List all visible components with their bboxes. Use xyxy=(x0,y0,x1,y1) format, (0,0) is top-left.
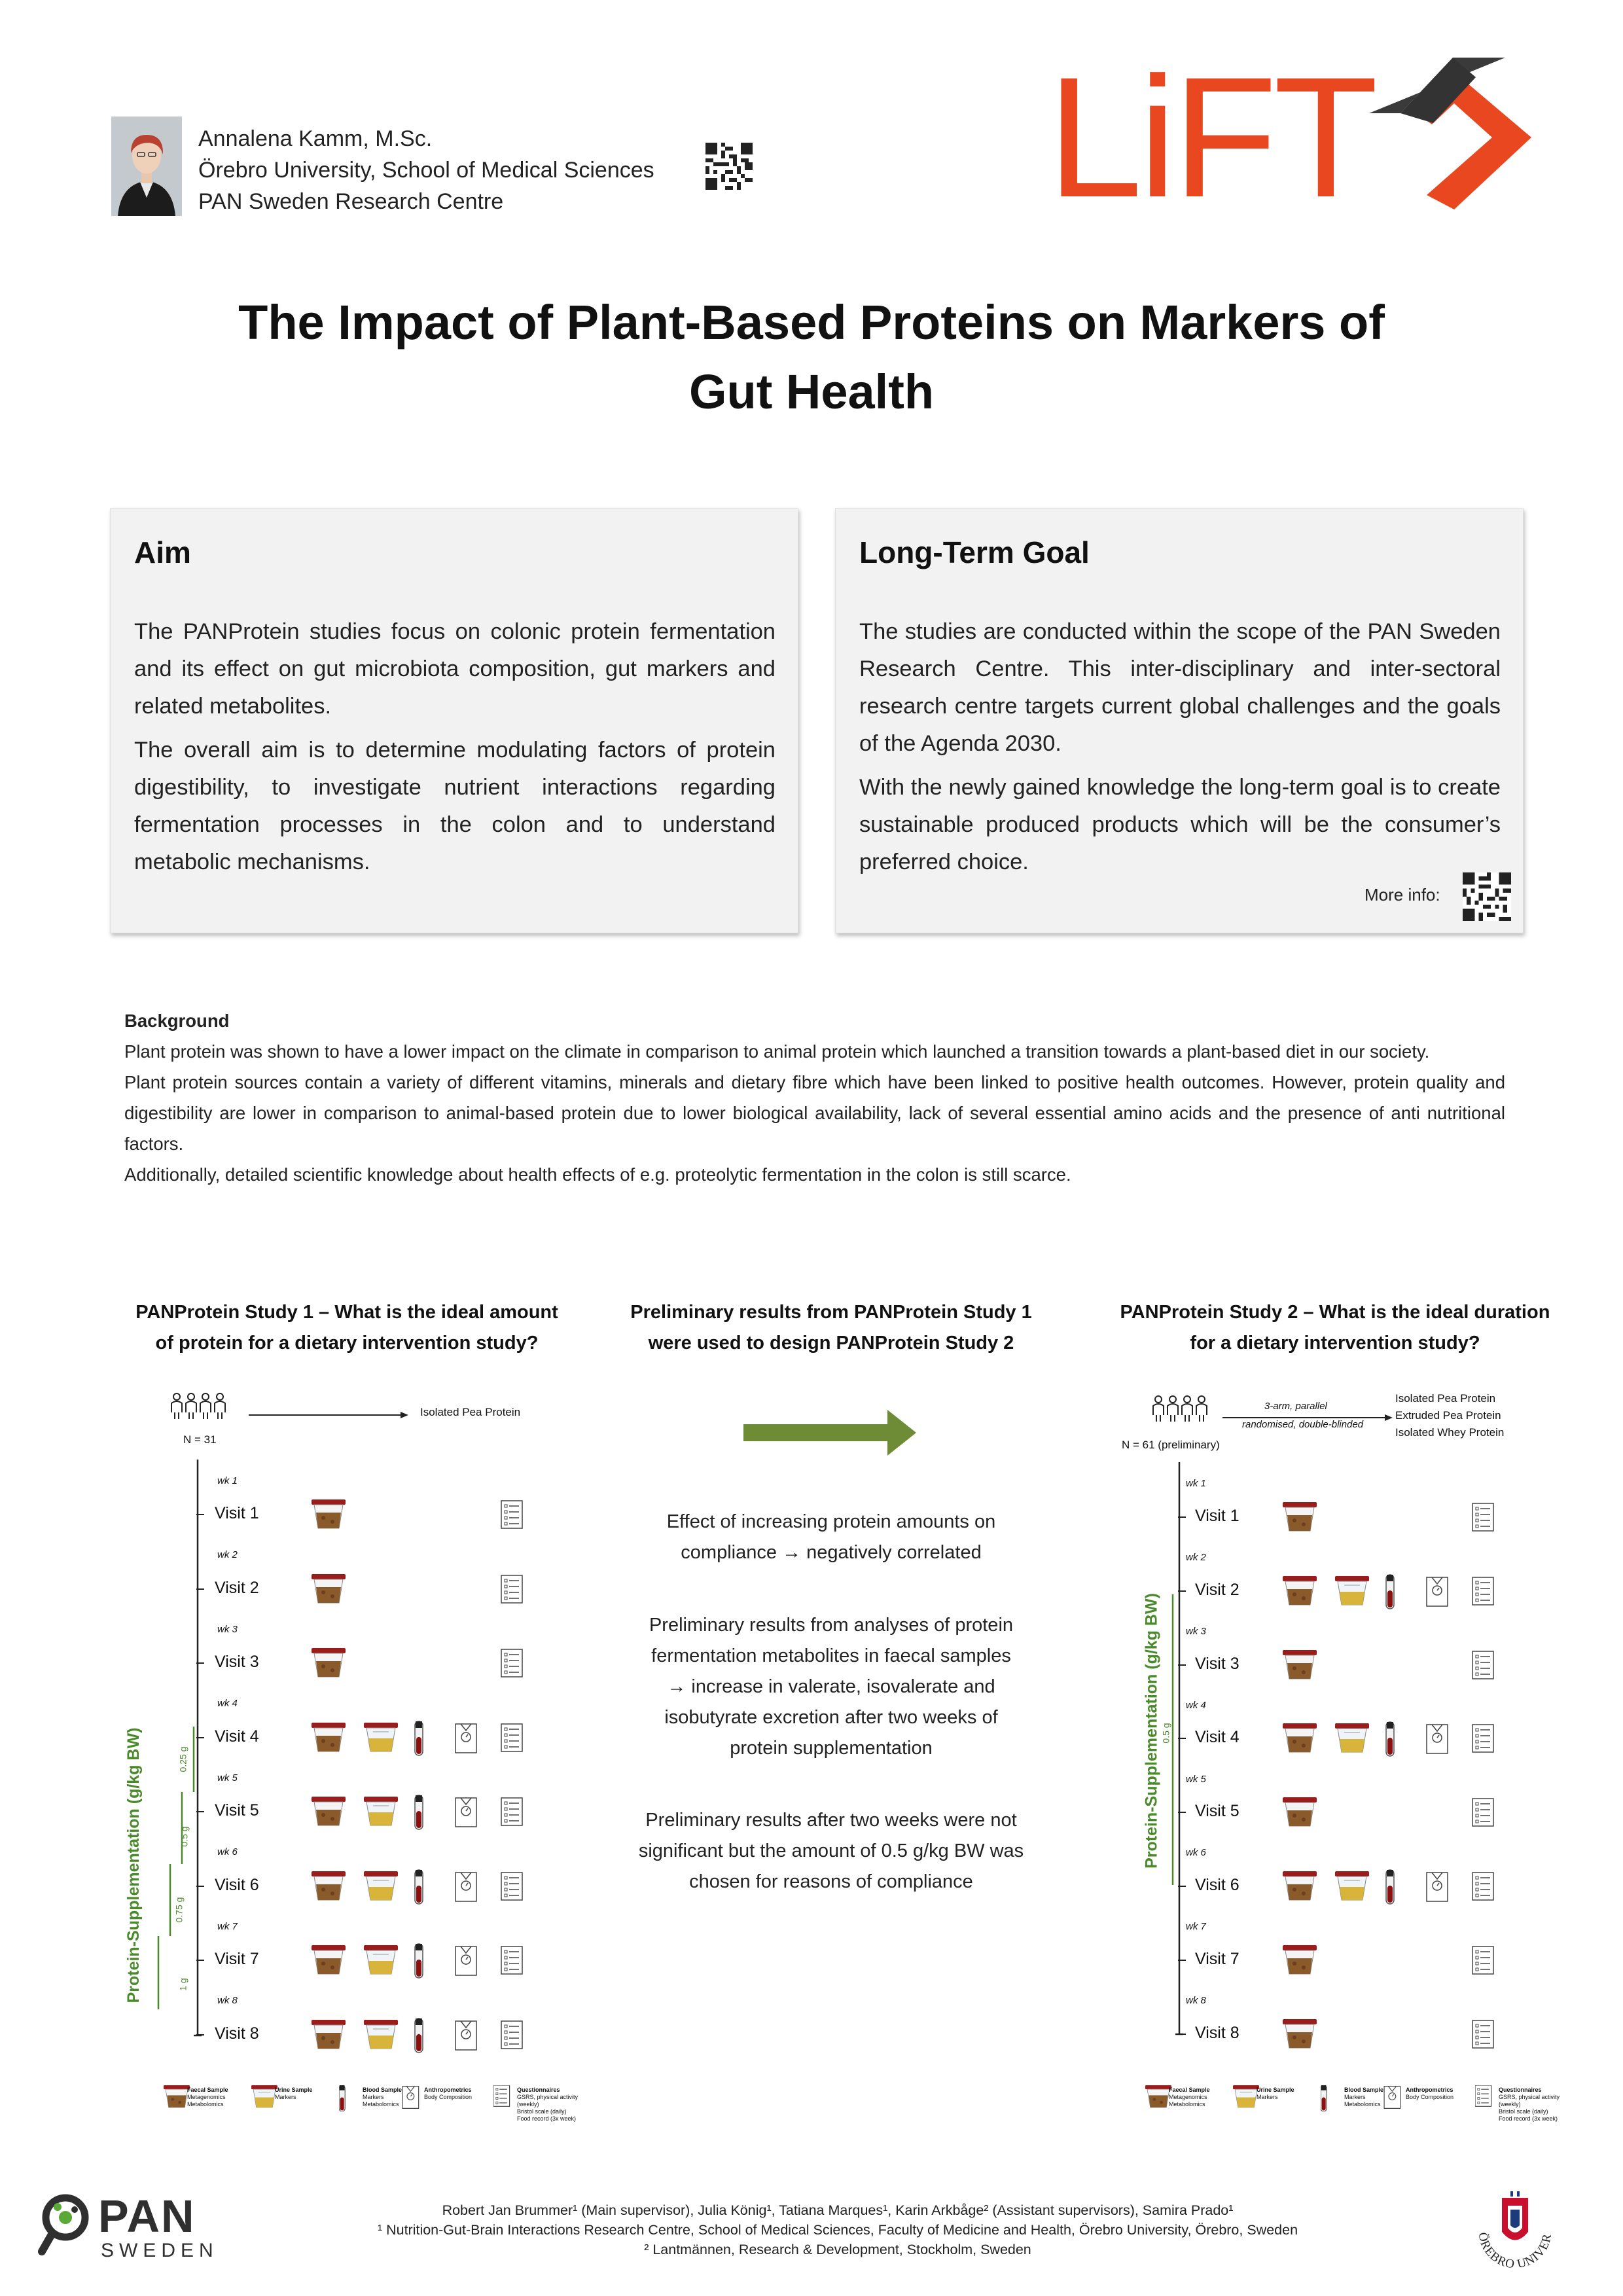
legend-line: Markers xyxy=(1257,2094,1278,2100)
study2-legend xyxy=(1145,2085,1577,2125)
goal-paragraph-1: The studies are conducted within the scope of the PAN Sweden Research Centre. This inter-disciplinary and inter-sectoral research centre targets current global challenges and the goals of the Agenda 2030. xyxy=(859,619,1501,756)
faecal-legend-text xyxy=(187,2087,228,2108)
anthro-legend-icon xyxy=(1382,2085,1408,2111)
author-name: Annalena Kamm, M.Sc. xyxy=(198,126,433,151)
visit-samples xyxy=(312,1943,547,1982)
visit-label: Visit 4 xyxy=(1195,1728,1240,1747)
faecal-sample-icon xyxy=(312,2020,346,2049)
author-affiliation: Örebro University, School of Medical Sciences xyxy=(198,158,654,183)
visit-samples xyxy=(312,1869,547,1908)
footer-credits xyxy=(223,2200,1453,2259)
urine-legend-icon xyxy=(1233,2085,1259,2111)
pan-logo-text: PAN xyxy=(98,2191,196,2242)
visit-samples xyxy=(312,1720,547,1759)
aim-paragraph-2: The overall aim is to determine modulating factors of protein digestibility, to investigate nutrient interactions regarding fermentation processes in the colon and to understand metabolic mechanisms. xyxy=(134,738,776,874)
urine-legend-icon xyxy=(251,2085,277,2111)
visit-samples xyxy=(312,1794,547,1833)
result-2 xyxy=(609,1610,1054,1764)
goal-box xyxy=(835,508,1524,933)
timeline-tick xyxy=(196,1886,204,1887)
visit-label: Visit 3 xyxy=(1195,1654,1240,1673)
timeline-tick xyxy=(196,1960,204,1961)
faecal-sample-icon xyxy=(312,1945,346,1974)
page-title xyxy=(131,288,1492,427)
week-label: wk 1 xyxy=(1186,1478,1206,1490)
legend-line: Metabolomics xyxy=(1344,2101,1381,2108)
urine-sample-icon xyxy=(364,1871,398,1900)
week-label: wk 6 xyxy=(217,1846,238,1858)
anthro-legend-text xyxy=(424,2087,472,2101)
study1-axis-label: Protein-Supplementation (g/kg BW) xyxy=(124,1727,143,2003)
visit-samples xyxy=(1283,1573,1518,1613)
legend-line: Bristol scale (daily) xyxy=(1499,2108,1548,2115)
aim-box xyxy=(110,508,798,933)
result-3-line1: Preliminary results after two weeks were not xyxy=(645,1810,1017,1831)
legend-line: Blood Sample xyxy=(363,2087,402,2093)
week-label: wk 6 xyxy=(1186,1847,1206,1859)
middle-heading-line1: Preliminary results from PANProtein Study 1 xyxy=(630,1302,1032,1323)
study2-heading-line1: PANProtein Study 2 – What is the ideal duration xyxy=(1120,1302,1550,1323)
quest-legend-icon xyxy=(1475,2085,1501,2111)
quest-sample-icon xyxy=(501,1946,522,1974)
study2-arms xyxy=(1395,1390,1504,1441)
visit-samples xyxy=(1283,1795,1518,1834)
faecal-sample-icon xyxy=(1283,1576,1317,1605)
legend-line: Bristol scale (daily) xyxy=(517,2108,567,2115)
faecal-sample-icon xyxy=(312,1648,346,1677)
title-line-2: Gut Health xyxy=(688,365,935,419)
visit-label: Visit 3 xyxy=(215,1653,259,1671)
faecal-sample-icon xyxy=(312,1574,346,1603)
faecal-sample-icon xyxy=(1283,1723,1317,1752)
study2-arm-1: Isolated Pea Protein xyxy=(1395,1392,1496,1405)
study2-design-1: 3-arm, parallel xyxy=(1264,1401,1327,1412)
study1-timeline xyxy=(124,1381,602,2114)
quest-sample-icon xyxy=(1472,1873,1493,1900)
blood-legend-icon xyxy=(339,2085,365,2111)
visit-label: Visit 5 xyxy=(215,1801,259,1820)
urine-sample-icon xyxy=(1335,1871,1369,1900)
study2-arm-2: Extruded Pea Protein xyxy=(1395,1409,1501,1422)
visit-label: Visit 7 xyxy=(215,1950,259,1968)
blood-legend-text xyxy=(1344,2087,1383,2108)
goal-text xyxy=(859,613,1501,888)
study2-n-label: N = 61 (preliminary) xyxy=(1122,1439,1220,1451)
visit-label: Visit 5 xyxy=(1195,1802,1240,1821)
study2-heading-line2: for a dietary intervention study? xyxy=(1190,1333,1480,1354)
timeline-tick xyxy=(1178,1590,1186,1592)
footer-line-3: ² Lantmännen, Research & Development, Stockholm, Sweden xyxy=(644,2242,1031,2257)
visit-samples xyxy=(1283,2017,1518,2056)
quest-sample-icon xyxy=(501,1724,522,1751)
legend-line: Metabolomics xyxy=(363,2101,399,2108)
week-label: wk 4 xyxy=(1186,1699,1206,1711)
blood-sample-icon xyxy=(1386,1722,1394,1756)
timeline-tick xyxy=(1178,2034,1186,2035)
timeline-tick xyxy=(196,1737,204,1738)
blood-sample-icon xyxy=(1386,1870,1394,1904)
legend-line: GSRS, physical activity (weekly) xyxy=(517,2094,579,2108)
week-label: wk 1 xyxy=(217,1475,238,1486)
legend-line: Markers xyxy=(1344,2094,1366,2100)
study1-legend xyxy=(164,2085,596,2125)
urine-sample-icon xyxy=(364,1723,398,1751)
legend-line: Metagenomics xyxy=(1169,2094,1207,2100)
legend-line: Urine Sample xyxy=(1257,2087,1294,2093)
timeline-tick xyxy=(1178,1664,1186,1666)
timeline-tick xyxy=(1178,1516,1186,1518)
week-label: wk 4 xyxy=(217,1698,238,1710)
middle-heading xyxy=(582,1297,1080,1359)
blood-sample-icon xyxy=(415,1795,423,1829)
quest-sample-icon xyxy=(1472,1577,1493,1605)
study1-dose-4: 1 g xyxy=(177,1978,188,1991)
background-heading: Background xyxy=(124,1011,230,1031)
visit-samples xyxy=(1283,1647,1518,1687)
quest-sample-icon xyxy=(1472,1725,1493,1752)
quest-sample-icon xyxy=(501,1873,522,1900)
blood-sample-icon xyxy=(415,1944,423,1978)
legend-line: Metagenomics xyxy=(187,2094,226,2100)
result-3-line2: significant but the amount of 0.5 g/kg BW was xyxy=(638,1840,1024,1861)
legend-line: Anthropometrics xyxy=(424,2087,472,2093)
visit-samples xyxy=(312,1571,547,1611)
visit-label: Visit 1 xyxy=(215,1504,259,1522)
anthro-sample-icon xyxy=(455,1724,476,1753)
goal-paragraph-2: With the newly gained knowledge the long-term goal is to create sustainable produced products which will be the consumer’s preferred choice. xyxy=(859,775,1501,874)
footer-line-2: ¹ Nutrition-Gut-Brain Interactions Research Centre, School of Medical Sciences, Faculty of Medicine and Health, Örebro University, Örebro, Sweden xyxy=(377,2222,1298,2238)
result-3 xyxy=(609,1805,1054,1897)
study2-timeline xyxy=(1113,1381,1584,2114)
faecal-sample-icon xyxy=(1283,1871,1317,1900)
visit-label: Visit 2 xyxy=(215,1578,259,1597)
quest-sample-icon xyxy=(501,1575,522,1603)
study1-heading-line1: PANProtein Study 1 – What is the ideal amount xyxy=(135,1302,558,1323)
week-label: wk 8 xyxy=(217,1995,238,2007)
background-paragraph-3: Additionally, detailed scientific knowledge about health effects of e.g. proteolytic fermentation in the colon is still scarce. xyxy=(124,1164,1071,1185)
blood-sample-icon xyxy=(415,1721,423,1755)
middle-heading-line2: were used to design PANProtein Study 2 xyxy=(648,1333,1014,1354)
result-2-line1: Preliminary results from analyses of protein xyxy=(649,1615,1014,1636)
anthro-sample-icon xyxy=(455,1798,476,1827)
anthro-legend-icon xyxy=(401,2085,427,2111)
visit-label: Visit 6 xyxy=(215,1875,259,1894)
timeline-tick xyxy=(1178,1960,1186,1961)
faecal-legend-text xyxy=(1169,2087,1210,2108)
result-2-line4: isobutyrate excretion after two weeks of xyxy=(664,1707,998,1728)
quest-sample-icon xyxy=(501,1798,522,1825)
blood-sample-icon xyxy=(1386,1575,1394,1609)
visit-samples xyxy=(1283,1499,1518,1539)
footer-line-1: Robert Jan Brummer¹ (Main supervisor), Julia König¹, Tatiana Marques¹, Karin Arkbåge² (Assistant supervisors), Samira Prado¹ xyxy=(442,2202,1234,2218)
quest-sample-icon xyxy=(501,2021,522,2049)
week-label: wk 3 xyxy=(1186,1625,1206,1637)
visit-label: Visit 7 xyxy=(1195,1949,1240,1968)
lift-logo xyxy=(1047,58,1544,215)
urine-sample-icon xyxy=(364,1797,398,1825)
background-paragraph-2: Plant protein sources contain a variety of different vitamins, minerals and dietary fibre which have been linked to positive health outcomes. However, protein quality and digestibility are lower in comparison to animal-based protein due to lower biological availability, lack of several essential amino acids and the presence of anti nutritional factors. xyxy=(124,1072,1505,1154)
week-label: wk 8 xyxy=(1186,1994,1206,2006)
result-1 xyxy=(609,1507,1054,1568)
urine-sample-icon xyxy=(364,2020,398,2049)
study1-dose-3: 0.75 g xyxy=(173,1897,185,1923)
result-1-line2: compliance → negatively correlated xyxy=(681,1542,982,1563)
legend-line: Metabolomics xyxy=(187,2101,224,2108)
timeline-tick xyxy=(1178,1738,1186,1739)
week-label: wk 2 xyxy=(217,1549,238,1561)
visit-samples xyxy=(312,1645,547,1685)
study2-axis-label: Protein-Supplementation (g/kg BW) xyxy=(1142,1593,1161,1869)
quest-sample-icon xyxy=(1472,2020,1493,2048)
quest-legend-icon xyxy=(493,2085,520,2111)
visit-samples xyxy=(1283,1721,1518,1760)
quest-legend-text xyxy=(1499,2087,1577,2123)
goal-heading: Long-Term Goal xyxy=(859,535,1090,569)
week-label: wk 5 xyxy=(1186,1773,1206,1785)
urine-sample-icon xyxy=(1335,1723,1369,1752)
timeline-tick xyxy=(196,2034,204,2036)
legend-line: Faecal Sample xyxy=(187,2087,228,2093)
visit-samples xyxy=(1283,1869,1518,1908)
timeline-tick xyxy=(196,1514,204,1515)
visit-label: Visit 2 xyxy=(1195,1580,1240,1599)
anthro-sample-icon xyxy=(455,2021,476,2050)
faecal-sample-icon xyxy=(1283,1502,1317,1531)
anthro-sample-icon xyxy=(1427,1577,1448,1606)
legend-line: Urine Sample xyxy=(275,2087,313,2093)
anthro-sample-icon xyxy=(455,1873,476,1901)
author-block xyxy=(198,123,654,217)
legend-line: Body Composition xyxy=(1406,2094,1454,2100)
anthro-legend-text xyxy=(1406,2087,1454,2101)
aim-heading: Aim xyxy=(134,535,191,569)
orebro-university-logo xyxy=(1466,2186,1564,2284)
study1-heading xyxy=(98,1297,596,1359)
timeline-tick xyxy=(196,1811,204,1812)
legend-line: Metabolomics xyxy=(1169,2101,1205,2108)
quest-sample-icon xyxy=(501,1649,522,1677)
quest-sample-icon xyxy=(501,1501,522,1528)
title-line-1: The Impact of Plant-Based Proteins on Markers of xyxy=(238,295,1385,350)
study1-n-label: N = 31 xyxy=(183,1433,217,1446)
legend-line: Faecal Sample xyxy=(1169,2087,1210,2093)
more-info-label: More info: xyxy=(1364,885,1440,905)
faecal-sample-icon xyxy=(312,1797,346,1825)
quest-sample-icon xyxy=(1472,1946,1493,1974)
urine-sample-icon xyxy=(364,1945,398,1974)
visit-label: Visit 1 xyxy=(1195,1507,1240,1525)
legend-line: GSRS, physical activity (weekly) xyxy=(1499,2094,1560,2108)
visit-samples xyxy=(312,1497,547,1536)
faecal-sample-icon xyxy=(312,1723,346,1751)
faecal-sample-icon xyxy=(312,1871,346,1900)
legend-line: Questionnaires xyxy=(517,2087,560,2093)
legend-line: Food record (3x week) xyxy=(1499,2115,1558,2122)
background-section xyxy=(124,1005,1505,1190)
visit-label: Visit 6 xyxy=(1195,1876,1240,1894)
week-label: wk 3 xyxy=(217,1623,238,1635)
lift-logo-text: LiFT xyxy=(1047,58,1374,215)
faecal-legend-icon xyxy=(164,2085,190,2111)
result-1-line1: Effect of increasing protein amounts on xyxy=(666,1511,996,1532)
pan-sweden-logo xyxy=(38,2191,219,2263)
week-label: wk 5 xyxy=(217,1772,238,1784)
week-label: wk 2 xyxy=(1186,1552,1206,1564)
study2-heading xyxy=(1086,1297,1584,1359)
participants-icon xyxy=(171,1393,225,1419)
quest-sample-icon xyxy=(1472,1503,1493,1531)
result-2-line5: protein supplementation xyxy=(730,1738,933,1759)
study1-dose-1: 0.25 g xyxy=(177,1746,188,1772)
timeline-tick xyxy=(196,1588,204,1590)
faecal-sample-icon xyxy=(1283,1650,1317,1679)
result-2-line3: → increase in valerate, isovalerate and xyxy=(667,1676,995,1697)
blood-sample-icon xyxy=(415,1870,423,1904)
study1-dose-2: 0.5 g xyxy=(179,1826,190,1847)
timeline-tick xyxy=(1178,1886,1186,1887)
study1-axis-wrap xyxy=(111,1727,170,2003)
timeline-tick xyxy=(196,1662,204,1664)
legend-line: Blood Sample xyxy=(1344,2087,1384,2093)
legend-line: Anthropometrics xyxy=(1406,2087,1454,2093)
anthro-sample-icon xyxy=(1427,1873,1448,1901)
timeline-tick xyxy=(1178,1812,1186,1813)
aim-paragraph-1: The PANProtein studies focus on colonic protein fermentation and its effect on gut microbiota composition, gut markers and related metabolites. xyxy=(134,619,776,719)
quest-sample-icon xyxy=(1472,1799,1493,1826)
study2-arm-3: Isolated Whey Protein xyxy=(1395,1426,1505,1439)
blood-legend-text xyxy=(363,2087,402,2108)
legend-line: Markers xyxy=(363,2094,384,2100)
faecal-legend-icon xyxy=(1145,2085,1171,2111)
qr-code-icon[interactable] xyxy=(1463,872,1511,921)
legend-line: Food record (3x week) xyxy=(517,2115,577,2122)
study1-heading-line2: of protein for a dietary intervention study? xyxy=(155,1333,539,1354)
week-label: wk 7 xyxy=(217,1920,238,1932)
anthro-sample-icon xyxy=(1427,1725,1448,1753)
aim-text xyxy=(134,613,776,888)
pan-logo-subtext: SWEDEN xyxy=(101,2240,219,2261)
faecal-sample-icon xyxy=(312,1499,346,1528)
blood-legend-icon xyxy=(1321,2085,1347,2111)
author-photo xyxy=(111,117,182,216)
faecal-sample-icon xyxy=(1283,2019,1317,2048)
faecal-sample-icon xyxy=(1283,1797,1317,1826)
blood-sample-icon xyxy=(415,2018,423,2053)
urine-legend-text xyxy=(1257,2087,1294,2101)
legend-line: Body Composition xyxy=(424,2094,473,2100)
legend-line: Questionnaires xyxy=(1499,2087,1542,2093)
result-2-line2: fermentation metabolites in faecal samples xyxy=(651,1645,1011,1666)
week-label: wk 7 xyxy=(1186,1921,1206,1933)
qr-code-icon[interactable] xyxy=(705,143,753,190)
visit-samples xyxy=(1283,1943,1518,1982)
result-3-line3: chosen for reasons of compliance xyxy=(689,1871,973,1892)
arrow-right-icon xyxy=(743,1410,916,1456)
visit-label: Visit 8 xyxy=(1195,2023,1240,2042)
visit-samples xyxy=(312,2017,547,2056)
orebro-logo-text: ÖREBRO UNIVER xyxy=(1475,2231,1555,2272)
study2-design-2: randomised, double-blinded xyxy=(1242,1419,1364,1430)
urine-sample-icon xyxy=(1335,1576,1369,1605)
anthro-sample-icon xyxy=(455,1946,476,1975)
participants-icon xyxy=(1153,1396,1207,1422)
visit-label: Visit 8 xyxy=(215,2024,259,2043)
study2-dose: 0.5 g xyxy=(1160,1723,1171,1744)
quest-sample-icon xyxy=(1472,1651,1493,1679)
author-centre: PAN Sweden Research Centre xyxy=(198,189,504,214)
faecal-sample-icon xyxy=(1283,1945,1317,1974)
quest-legend-text xyxy=(517,2087,596,2123)
urine-legend-text xyxy=(275,2087,313,2101)
background-paragraph-1: Plant protein was shown to have a lower impact on the climate in comparison to animal protein which launched a transition towards a plant-based diet in our society. xyxy=(124,1041,1430,1062)
legend-line: Markers xyxy=(275,2094,296,2100)
study1-arm-label: Isolated Pea Protein xyxy=(420,1406,521,1418)
visit-label: Visit 4 xyxy=(215,1727,259,1746)
